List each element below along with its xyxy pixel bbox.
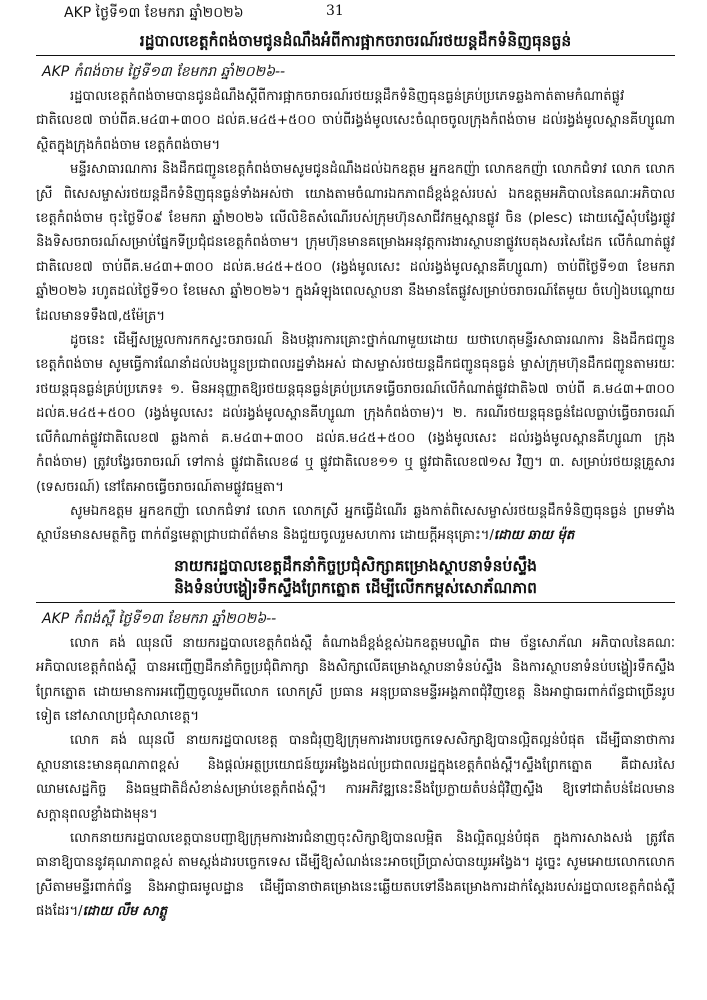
article-2	[36, 555, 675, 925]
article-2-paragraph-1: លោក គង់ ឈុនលី នាយករដ្ឋបាលខេត្តកំពង់ស្ពឺ តំណាងដ៏ខ្ពង់ខ្ពស់ឯកឧត្តមបណ្ឌិត ជាម ច័ន្ទសោភ័ណ អភិបាលនៃគណៈអភិបាលខេត្តកំពង់ស្ពឺ បានអញ្ជើញដឹកនាំកិច្ចប្រជុំពិភាក្សា និងសិក្សាលើគម្រោងស្ថាបនាទំនប់ស្ទឹង និងការស្ថាបនាទំនប់បង្ហៀរទឹកស្ទឹងព្រែកត្នោត ដោយមានការអញ្ជើញចូលរួមពីលោក លោកស្រី ប្រធាន អនុប្រធានមន្ទីរអង្គភាពជុំវិញខេត្ត និងអាជ្ញាធរពាក់ព័ន្ធជាច្រើនរូបទៀត នៅសាលាប្រជុំសាលាខេត្ត។	[36, 635, 675, 724]
article-1-dateline: AKP កំពង់ចាម ថ្ងៃទី១៣ ខែមករា ឆ្នាំ២០២៦--	[42, 64, 286, 80]
article-1	[36, 30, 675, 549]
article-2-dateline: AKP កំពង់ស្ពឺ ថ្ងៃទី១៣ ខែមករា ឆ្នាំ២០២៦--	[42, 610, 277, 627]
article-1-byline: ដោយ ឆាយ ម៉ុត	[493, 528, 575, 544]
article-1-paragraph-4-text: សូមឯកឧត្តម អ្នកឧកញ៉ា លោកជំទាវ លោក លោកស្រី អ្នកធ្វើដំណើរ ឆ្លងកាត់ពិសេសម្ចាស់រថយន្តដឹកទំនិញធុនធ្ងន់ ព្រមទាំងស្ថាប័នមានសមត្ថកិច្ច ពាក់ព័ន្ធមេត្តាជ្រាបជាព័ត៌មាន និងជួយចូលរួមសហការ ដោយក្តីអនុគ្រោះ។/	[36, 503, 675, 544]
article-1-paragraph-3: ដូចនេះ ដើម្បីសម្រួលការកកស្ទះចរាចរណ៍ និងបង្ការការគ្រោះថ្នាក់ណាមួយដោយ យថាហេតុមន្ទីរសាធារណការ និងដឹកជញ្ជូនខេត្តកំពង់ចាម សូមធ្វើការណែនាំដល់បងប្អូនប្រជាពលរដ្ឋទាំងអស់ ជាសម្ចាស់រថយន្តដឹកជញ្ជូនធុនធ្ងន់ ម្ចាស់ក្រុមហ៊ុនដឹកជញ្ជូនតាមរយៈរថយន្តធុនធ្ងន់គ្រប់ប្រភេទ៖ ១. មិនអនុញ្ញាតឱ្យរថយន្តធុនធ្ងន់គ្រប់ប្រភេទធ្វើចរាចរណ៍លើកំណាត់ផ្លូវជាតិ៦៧ ចាប់ពី គ.ម៤៣+៣០០ ដល់គ.ម៤៥+៥០០ (រង្វង់មូលសេះ ដល់រង្វង់មូលស្ពានគីហ្សូណា ក្រុងកំពង់ចាម)។ ២. ករណីរថយន្តធុនធ្ងន់ដែលធ្លាប់ធ្វើចរាចរណ៍លើកំណាត់ផ្លូវជាតិលេខ៧ ឆ្លងកាត់ គ.ម៤៣+៣០០ ដល់គ.ម៤៥+៥០០ (រង្វង់មូលសេះ ដល់រង្វង់មូលស្ពានគីហ្សូណា ក្រុងកំពង់ចាម) ត្រូវបង្វែរចរាចរណ៍ ទៅកាន់ ផ្លូវជាតិលេខ៨ ឬ ផ្លូវជាតិលេខ១១ ឬ ផ្លូវជាតិលេខ៧១ស វិញ។ ៣. សម្រាប់រថយន្តគ្រួសារ (ទេសចរណ៍) នៅតែអាចធ្វើចរាចរណ៍តាមផ្លូវធម្មតា។	[36, 333, 675, 495]
article-1-headline: រដ្ឋបាលខេត្តកំពង់ចាមជូនដំណឹងអំពីការផ្អាកចរាចរណ៍រថយន្តដឹកទំនិញធុនធ្ងន់	[36, 30, 675, 56]
article-1-paragraph-2: មន្ទីរសាធារណការ និងដឹកជញ្ជូនខេត្តកំពង់ចាមសូមជូនដំណឹងដល់ឯកឧត្តម អ្នកឧកញ៉ា លោកឧកញ៉ា លោកជំទាវ លោក លោកស្រី ពិសេសម្ចាស់រថយន្តដឹកទំនិញធុនធ្ងន់ទាំងអស់ថា យោងតាមចំណារឯកភាពដ៏ខ្ពង់ខ្ពស់របស់ ឯកឧត្តមអភិបាលនៃគណៈអភិបាល ខេត្តកំពង់ចាម ចុះថ្ងៃទី០៩ ខែមករា ឆ្នាំ២០២៦ លើលិខិតសំណើរបស់ក្រុមហ៊ុនសាជីវកម្មស្ពានផ្លូវ ចិន (plesc) ដោយស្នើសុំបង្វែរផ្លូវ និងទិសចរាចរណ៍សម្រាប់ផ្នែកទីប្រជុំជនខេត្តកំពង់ចាម។ ក្រុមហ៊ុនមានគម្រោងអនុវត្តការងារស្ថាបនាផ្លូវបេតុងសរសៃដែក លើកំណាត់ផ្លូវជាតិលេខ៧ ចាប់ពីគ.ម៤៣+៣០០ ដល់គ.ម៤៥+៥០០ (រង្វង់មូលសេះ ដល់រង្វង់មូលស្ពានគីហ្សូណា) ចាប់ពីថ្ងៃទី១៣ ខែមករា ឆ្នាំ២០២៦ រហូតដល់ថ្ងៃទី១០ ខែមេសា ឆ្នាំ២០២៦។ ក្នុងអំឡុងពេលស្ថាបនា នឹងមានតែផ្លូវសម្រាប់ចរាចរណ៍តែមួយ ចំហៀងបណ្តោយ ដែលមានទទឹង៧,៥ម៉ែត្រ។	[36, 162, 675, 324]
article-1-paragraph-1: រដ្ឋបាលខេត្តកំពង់ចាមបានជូនដំណឹងស្តីពីការផ្អាកចរាចរណ៍រថយន្តដឹកទំនិញធុនធ្ងន់គ្រប់ប្រភេទឆ្លងកាត់តាមកំណាត់ផ្លូវជាតិលេខ៧ ចាប់ពីគ.ម៤៣+៣០០ ដល់គ.ម៤៥+៥០០ ចាប់ពីរង្វង់មូលសេះចំណុចចូលក្រុងកំពង់ចាម ដល់រង្វង់មូលស្ពានគីហ្សូណា ស្ថិតក្នុងក្រុងកំពង់ចាម ខេត្តកំពង់ចាម។	[36, 89, 675, 153]
article-2-paragraph-3-text: លោកនាយករដ្ឋបាលខេត្តបានបញ្ជាឱ្យក្រុមការងារជំនាញចុះសិក្សាឱ្យបានលម្អិត និងល្អិតល្អន់បំផុត ក្នុងការសាងសង់ ត្រូវតែធានាឱ្យបាននូវគុណភាពខ្ពស់ តាមស្តង់ដារបច្ចេកទេស ដើម្បីឱ្យសំណង់នេះអាចប្រើប្រាស់បានយូរអង្វែង។ ដូច្នេះ សូមអោយលោកលោកស្រីតាមមន្ទីរពាក់ព័ន្ធ និងអាជ្ញាធរមូលដ្ឋាន ដើម្បីធានាថាគម្រោងនេះឆ្លើយតបទៅនឹងគម្រោងការដាក់ស្តែងរបស់រដ្ឋបាលខេត្តកំពង់ស្ពឺផងដែរ។/	[36, 830, 675, 920]
article-2-headline-line-2: និងទំនប់បង្ហៀរទឹកស្ទឹងព្រែកត្នោត ដើម្បីលើកកម្ពស់សោភ័ណភាព	[36, 577, 675, 603]
article-2-byline: ដោយ លឹម សាត្តូ	[82, 904, 168, 920]
header-date: AKP ថ្ងៃទី១៣ ខែមករា ឆ្នាំ២០២៦	[64, 5, 244, 21]
page-header	[36, 0, 675, 26]
article-2-paragraph-3	[36, 827, 675, 925]
page-number: 31	[326, 3, 344, 19]
article-1-paragraph-4	[36, 500, 675, 549]
article-2-paragraph-2: លោក គង់ ឈុនលី នាយករដ្ឋបាលខេត្ត បានជំរុញឱ្យក្រុមការងារបច្ចេកទេសសិក្សាឱ្យបានល្អិតល្អន់បំផុត ដើម្បីធានាថាការស្ថាបនានេះមានគុណភាពខ្ពស់ និងផ្តល់អត្ថប្រយោជន៍យូរអង្វែងដល់ប្រជាពលរដ្ឋក្នុងខេត្តកំពង់ស្ពឺ។ស្ទឹងព្រែកត្នោត គឺជាសរសៃឈាមសេដ្ឋកិច្ច និងធម្មជាតិដ៏សំខាន់សម្រាប់ខេត្តកំពង់ស្ពឺ។ ការអភិវឌ្ឍនេះនឹងប្រែក្លាយតំបន់ជុំវិញស្ទឹង ឱ្យទៅជាតំបន់ដែលមានសក្តានុពលខ្លាំងជាងមុន។	[36, 733, 675, 822]
article-2-headline-line-1: នាយករដ្ឋបាលខេត្តដឹកនាំកិច្ចប្រជុំសិក្សាគម្រោងស្ថាបនាទំនប់ស្ទឹង	[174, 556, 537, 575]
